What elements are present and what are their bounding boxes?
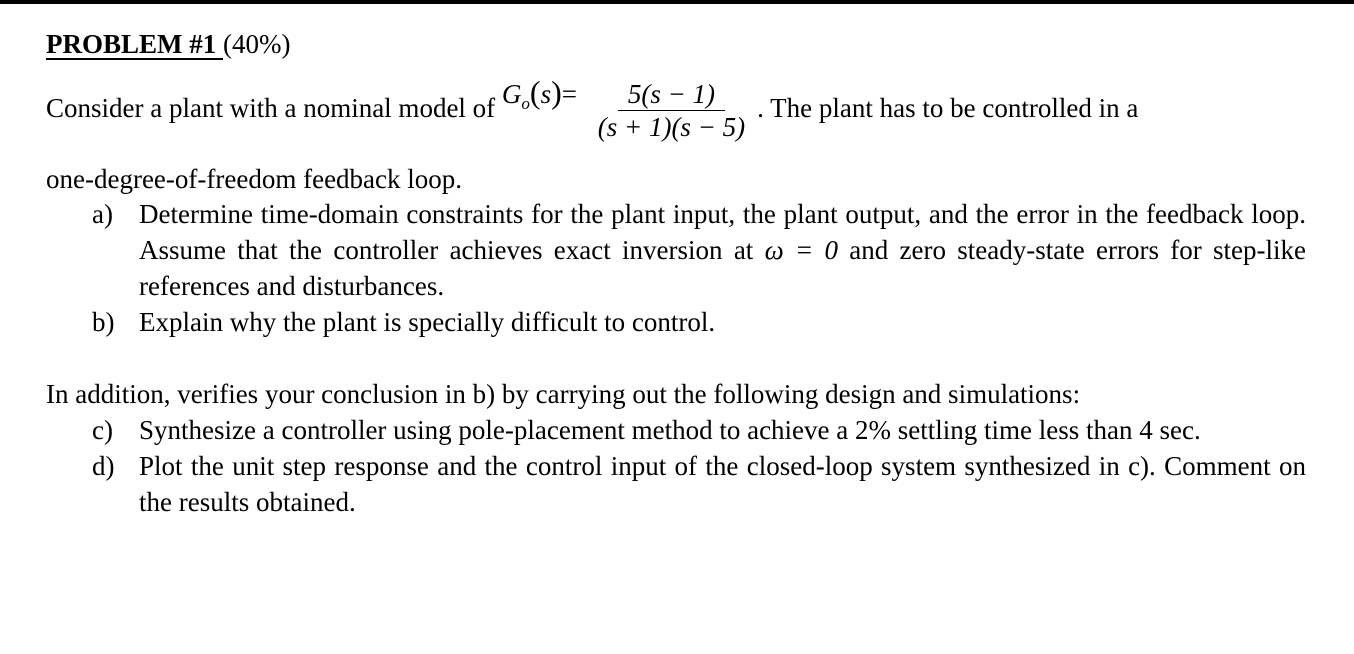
item-letter: c) (92, 415, 113, 445)
intro-text-before: Consider a plant with a nominal model of (46, 92, 496, 123)
intro-continuation: one-degree-of-freedom feedback loop. (46, 164, 463, 194)
list-item-d (92, 448, 1306, 520)
problem-heading (46, 24, 1306, 64)
intro-text-after: . The plant has to be controlled in a (757, 92, 1139, 123)
omega-expression: ω = 0 (764, 235, 838, 265)
fraction (590, 79, 753, 142)
item-text: Plot the unit step response and the control input of the closed-loop system synthesized in c). Comment on the results obtained. (139, 451, 1306, 517)
item-text: Synthesize a controller using pole-placement method to achieve a 2% settling time less than 4 sec. (139, 415, 1201, 445)
item-text-part: Determine time-domain constraints for the plant input, the plant output, and the error in the feedback loop. Assume that the controller achieves exact inversion at (139, 199, 1306, 265)
equals-sign: = (561, 79, 577, 109)
list-item-c (92, 412, 1306, 448)
item-letter: d) (92, 451, 115, 481)
addition-paragraph: In addition, verifies your conclusion in b) by carrying out the following design and simulations: (46, 379, 1081, 409)
problem-weight: (40%) (223, 29, 291, 59)
question-list-cd (92, 412, 1306, 520)
function-letter: G (501, 79, 522, 109)
fraction-numerator: 5(s − 1) (618, 79, 725, 111)
question-list-ab (92, 196, 1306, 340)
item-text: Explain why the plant is specially difficult to control. (139, 307, 716, 337)
transfer-function-formula: $G_o(s)=$ $\frac{5(s - 1)}{(s + 1)(s - 5)}$ (502, 74, 757, 142)
item-text-part: and zero steady-state errors for step-like references and disturbances. (139, 235, 1306, 301)
top-border-rule (0, 0, 1354, 4)
list-item-b (92, 304, 1306, 340)
item-letter: b) (92, 307, 115, 337)
problem-label: PROBLEM #1 (46, 29, 224, 59)
list-item-a (92, 196, 1306, 304)
item-text (139, 196, 1306, 304)
fraction-denominator: (s + 1)(s − 5) (597, 112, 746, 142)
function-subscript: o (521, 94, 530, 113)
intro-paragraph (46, 74, 1306, 142)
item-letter: a) (92, 199, 113, 229)
problem-page (46, 24, 1306, 520)
function-argument: s (540, 79, 552, 109)
